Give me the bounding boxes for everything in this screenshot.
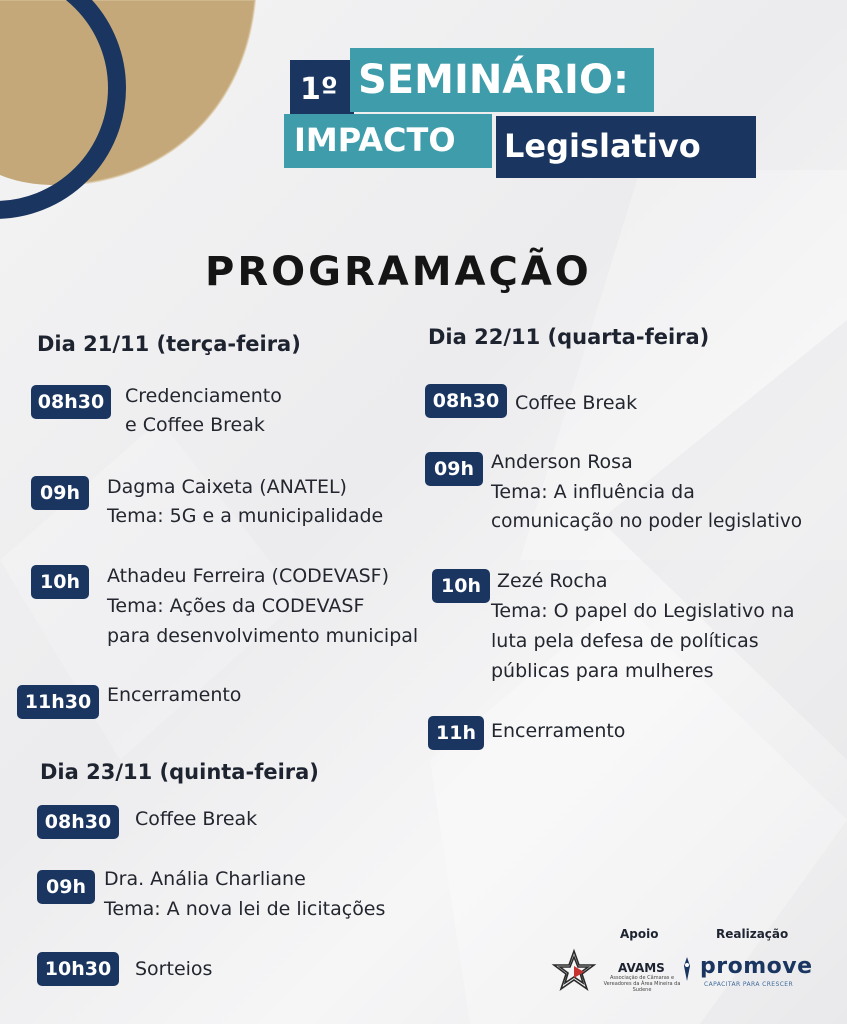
day2-item2-line2: Tema: A influência da <box>491 481 695 503</box>
day2-item2-line3: comunicação no poder legislativo <box>491 511 803 532</box>
day2-title: Dia 22/11 (quarta-feira) <box>428 325 710 349</box>
day1-item3-line1: Athadeu Ferreira (CODEVASF) <box>107 565 389 587</box>
realizacao-label: Realização <box>716 927 789 941</box>
day3-time-09h: 09h <box>37 870 95 904</box>
day1-item1-line1: Credenciamento <box>125 385 282 407</box>
title-impacto: IMPACTO <box>294 121 456 159</box>
promove-name: promove <box>700 954 813 979</box>
day2-item2-line1: Anderson Rosa <box>491 451 633 473</box>
day1-item1-line2: e Coffee Break <box>125 414 265 436</box>
day3-item2-line1: Dra. Anália Charliane <box>104 868 306 890</box>
title-number: 1º <box>300 72 338 107</box>
day2-item4-line1: Encerramento <box>491 720 626 742</box>
day2-item3-line2: Tema: O papel do Legislativo na <box>491 600 795 622</box>
day2-item3-line1: Zezé Rocha <box>497 570 608 592</box>
day1-time-0830: 08h30 <box>31 385 111 419</box>
day2-item3-line3: luta pela defesa de políticas <box>491 630 759 652</box>
day1-item4-line1: Encerramento <box>107 684 242 706</box>
day3-time-1030: 10h30 <box>37 952 119 986</box>
day1-time-1130: 11h30 <box>17 685 99 719</box>
day2-item1-line1: Coffee Break <box>515 392 638 414</box>
day1-title: Dia 21/11 (terça-feira) <box>37 332 301 356</box>
avams-caption: Associação de Câmaras e Vereadores da Área Mineira da Sudene <box>603 975 681 993</box>
day1-time-09h: 09h <box>31 476 89 510</box>
gold-crescent-shape <box>0 0 255 185</box>
day2-time-09h: 09h <box>425 452 483 486</box>
avams-star-logo <box>550 948 598 996</box>
day1-item2-line2: Tema: 5G e a municipalidade <box>107 505 384 527</box>
avams-name: AVAMS <box>618 961 665 975</box>
promove-mark-icon <box>681 956 693 982</box>
day3-item2-line2: Tema: A nova lei de licitações <box>104 898 386 920</box>
day1-item3-line3: para desenvolvimento municipal <box>107 625 419 647</box>
day1-time-10h: 10h <box>31 565 89 599</box>
programacao-heading: PROGRAMAÇÃO <box>205 249 592 295</box>
day1-item3-line2: Tema: Ações da CODEVASF <box>107 595 365 617</box>
title-seminario: SEMINÁRIO: <box>358 57 629 103</box>
apoio-label: Apoio <box>620 927 659 941</box>
day3-title: Dia 23/11 (quinta-feira) <box>40 760 319 784</box>
day3-item3-line1: Sorteios <box>135 958 213 980</box>
title-legislativo: Legislativo <box>504 127 701 165</box>
day3-item1-line1: Coffee Break <box>135 808 258 830</box>
day3-time-0830: 08h30 <box>37 805 119 839</box>
day2-time-10h: 10h <box>432 569 490 603</box>
day1-item2-line1: Dagma Caixeta (ANATEL) <box>107 476 347 498</box>
promove-tagline: CAPACITAR PARA CRESCER <box>704 981 794 988</box>
day2-time-11h: 11h <box>428 716 484 750</box>
day2-time-0830: 08h30 <box>425 384 507 418</box>
day2-item3-line4: públicas para mulheres <box>491 660 714 682</box>
